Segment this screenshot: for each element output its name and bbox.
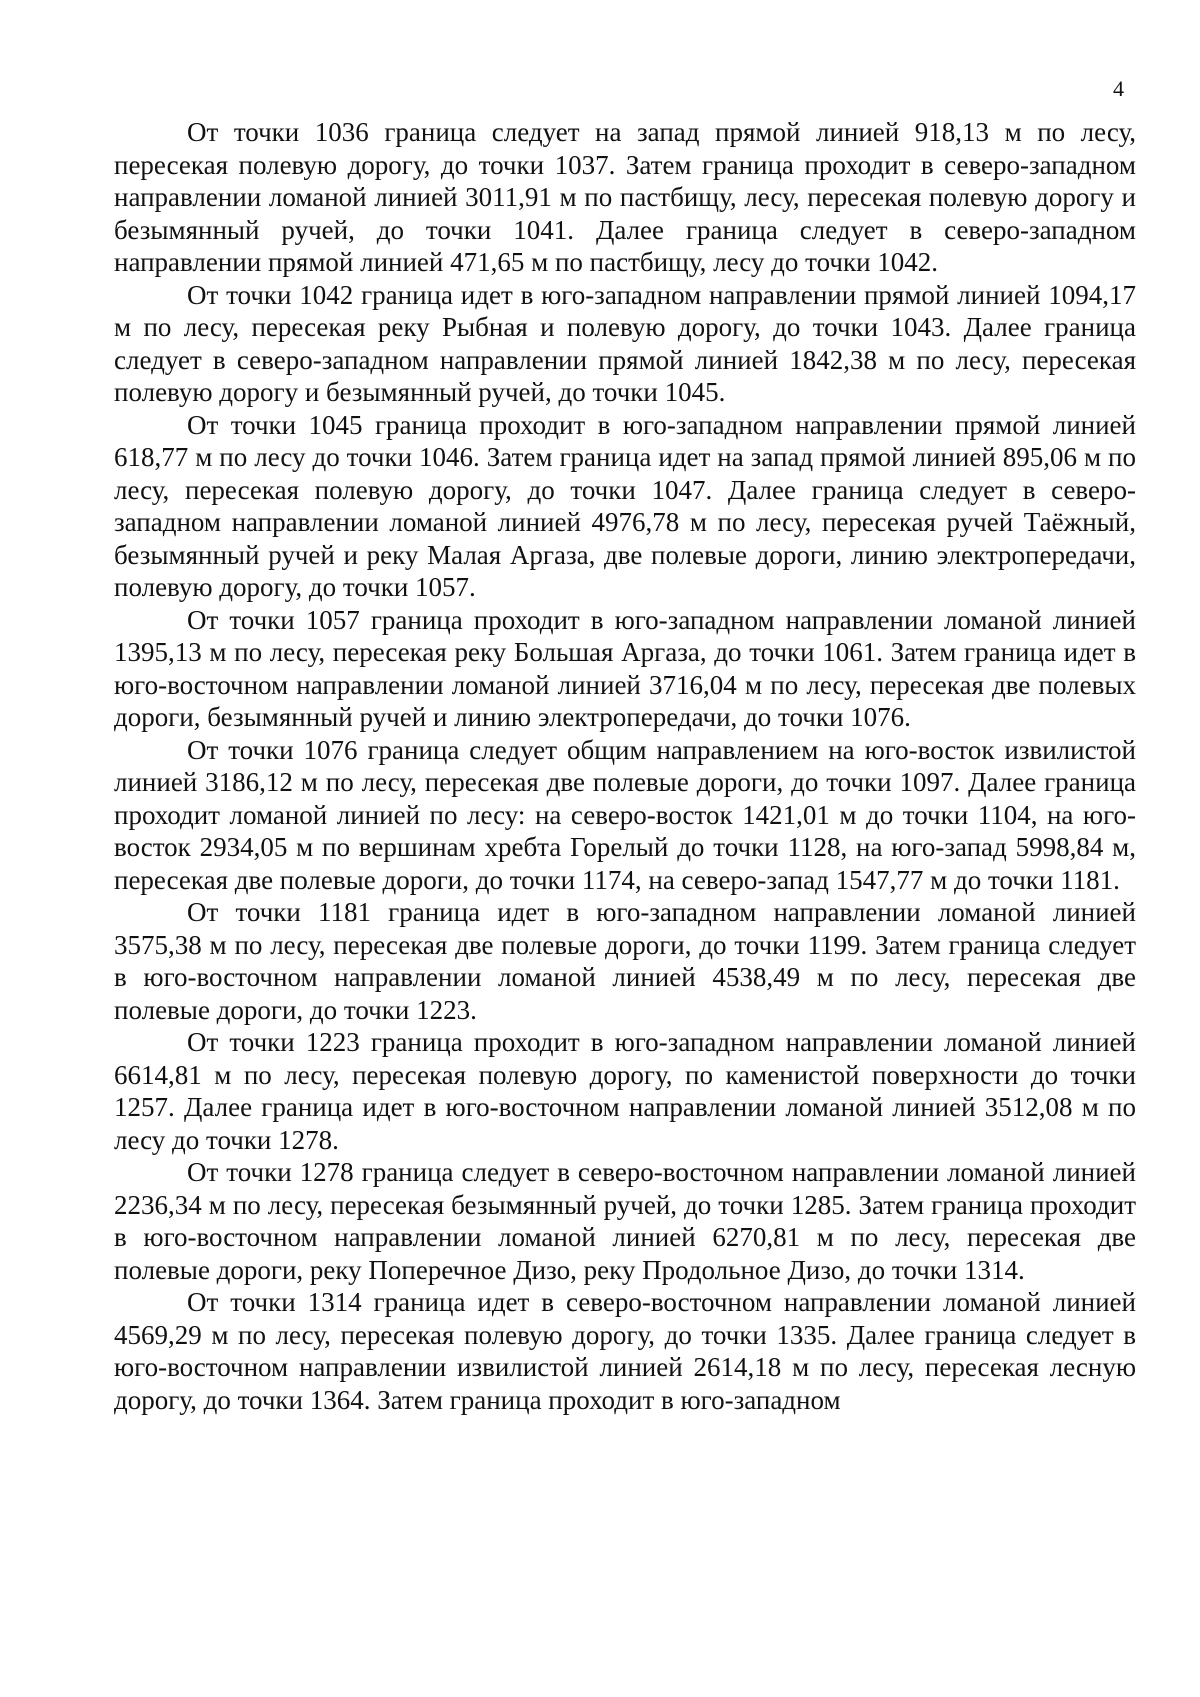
paragraph-6: От точки 1181 граница идет в юго-западном направлении ломаной линией 3575,38 м по лесу, пересекая две полевые дороги, до точки 1199. Затем граница следует в юго-восточном направлении ломаной линией 4538,49 м по лесу, пересекая две полевые дороги, до точки 1223. <box>114 897 1136 1025</box>
document-body <box>114 116 1136 1416</box>
paragraph-8: От точки 1278 граница следует в северо-восточном направлении ломаной линией 2236,34 м по лесу, пересекая безымянный ручей, до точки 1285. Затем граница проходит в юго-восточном направлении ломаной линией 6270,81 м по лесу, пересекая две полевые дороги, реку Поперечное Дизо, реку Продольное Дизо, до точки 1314. <box>114 1157 1136 1285</box>
paragraph-2: От точки 1042 граница идет в юго-западном направлении прямой линией 1094,17 м по лесу, пересекая реку Рыбная и полевую дорогу, до точки 1043. Далее граница следует в северо-западном направлении прямой линией 1842,38 м по лесу, пересекая полевую дорогу и безымянный ручей, до точки 1045. <box>114 279 1136 407</box>
paragraph-1: От точки 1036 граница следует на запад прямой линией 918,13 м по лесу, пересекая полевую дорогу, до точки 1037. Затем граница проходит в северо-западном направлении ломаной линией 3011,91 м по пастбищу, лесу, пересекая полевую дорогу и безымянный ручей, до точки 1041. Далее граница следует в северо-западном направлении прямой линией 471,65 м по пастбищу, лесу до точки 1042. <box>114 117 1136 277</box>
paragraph-7: От точки 1223 граница проходит в юго-западном направлении ломаной линией 6614,81 м по лесу, пересекая полевую дорогу, по каменистой поверхности до точки 1257. Далее граница идет в юго-восточном направлении ломаной линией 3512,08 м по лесу до точки 1278. <box>114 1027 1136 1155</box>
paragraph-5: От точки 1076 граница следует общим направлением на юго-восток извилистой линией 3186,12 м по лесу, пересекая две полевые дороги, до точки 1097. Далее граница проходит ломаной линией по лесу: на северо-восток 1421,01 м до точки 1104, на юго-восток 2934,05 м по вершинам хребта Горелый до точки 1128, на юго-запад 5998,84 м, пересекая две полевые дороги, до точки 1174, на северо-запад 1547,77 м до точки 1181. <box>114 734 1136 895</box>
page-number: 4 <box>1113 76 1124 101</box>
paragraph-9: От точки 1314 граница идет в северо-восточном направлении ломаной линией 4569,29 м по лесу, пересекая полевую дорогу, до точки 1335. Далее граница следует в юго-восточном направлении извилистой линией 2614,18 м по лесу, пересекая лесную дорогу, до точки 1364. Затем граница проходит в юго-западном <box>114 1287 1136 1415</box>
paragraph-3: От точки 1045 граница проходит в юго-западном направлении прямой линией 618,77 м по лесу до точки 1046. Затем граница идет на запад прямой линией 895,06 м по лесу, пересекая полевую дорогу, до точки 1047. Далее граница следует в северо-западном направлении ломаной линией 4976,78 м по лесу, пересекая ручей Таёжный, безымянный ручей и реку Малая Аргаза, две полевые дороги, линию электропередачи, полевую дорогу, до точки 1057. <box>114 409 1136 602</box>
paragraph-4: От точки 1057 граница проходит в юго-западном направлении ломаной линией 1395,13 м по лесу, пересекая реку Большая Аргаза, до точки 1061. Затем граница идет в юго-восточном направлении ломаной линией 3716,04 м по лесу, пересекая две полевых дороги, безымянный ручей и линию электропередачи, до точки 1076. <box>114 604 1136 732</box>
